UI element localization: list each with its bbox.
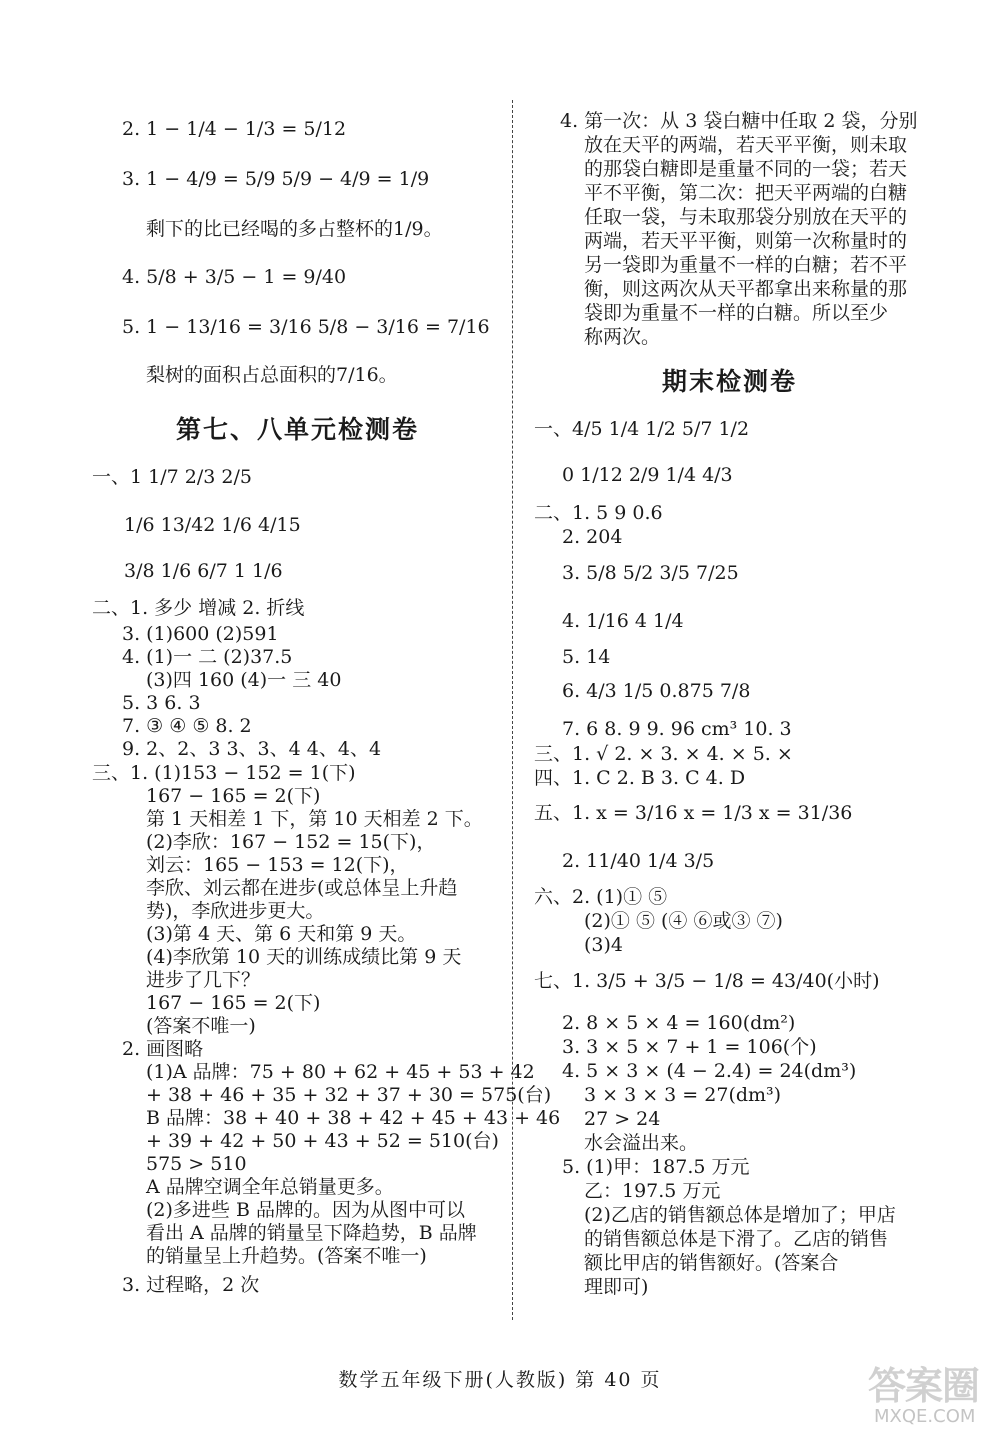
watermark-logo xyxy=(862,1355,988,1427)
answer-text: 的销量呈上升趋势。(答案不唯一) xyxy=(146,1245,427,1267)
answer-text: 七、1. 3/5 + 3/5 − 1/8 = 43/40(小时) xyxy=(534,970,880,992)
answer-text: 4. 5 × 3 × (4 − 2.4) = 24(dm³) xyxy=(562,1060,857,1082)
answer-line xyxy=(584,158,907,180)
answer-line xyxy=(584,278,907,300)
answer-line xyxy=(146,1199,465,1221)
answer-line xyxy=(124,560,283,582)
answer-text: 的销售额总体是下滑了。乙店的销售 xyxy=(584,1228,889,1250)
answer-line xyxy=(562,1012,795,1034)
answer-text: 4. 1/16 4 1/4 xyxy=(562,610,684,632)
answer-line xyxy=(584,934,623,956)
answer-text: + 39 + 42 + 50 + 43 + 52 = 510(台) xyxy=(146,1130,499,1152)
section-title-unit-7-8: 第七、八单元检测卷 xyxy=(176,415,420,444)
answer-text: 李欣、刘云都在进步(或总体呈上升趋 xyxy=(146,877,458,899)
answer-line xyxy=(146,785,320,807)
answer-line xyxy=(584,302,888,324)
answer-text: (2)① ⑤ (④ ⑥或③ ⑦) xyxy=(584,910,783,932)
answer-text: (2)李欣：167 − 152 = 15(下)， xyxy=(146,831,436,853)
answer-text: 任取一袋，与未取那袋分别放在天平的 xyxy=(584,206,908,228)
answer-text: 二、1. 多少 增减 2. 折线 xyxy=(92,597,305,619)
answer-text: 乙：197.5 万元 xyxy=(584,1180,721,1202)
answer-line xyxy=(146,1153,247,1175)
answer-line xyxy=(534,502,663,524)
answer-line xyxy=(122,738,381,760)
answer-line xyxy=(534,767,745,789)
answer-text: 衡，则这两次从天平都拿出来称量的那 xyxy=(584,278,908,300)
answer-text: 一、1 1/7 2/3 2/5 xyxy=(92,466,252,488)
answer-line xyxy=(562,1156,750,1178)
answer-text: 0 1/12 2/9 1/4 4/3 xyxy=(562,464,733,486)
answer-line xyxy=(122,646,292,668)
answer-text: + 38 + 46 + 35 + 32 + 37 + 30 = 575(台) xyxy=(146,1084,552,1106)
answer-line xyxy=(146,218,443,240)
answer-line xyxy=(534,743,793,765)
answer-line xyxy=(584,1228,888,1250)
answer-text: 看出 A 品牌的销量呈下降趋势，B 品牌 xyxy=(146,1222,477,1244)
answer-line xyxy=(584,182,907,204)
answer-line xyxy=(122,1038,203,1060)
answer-line xyxy=(122,692,201,714)
answer-line xyxy=(146,364,398,386)
answer-line xyxy=(562,610,684,632)
answer-text: 五、1. x = 3/16 x = 1/3 x = 31/36 xyxy=(534,802,853,824)
watermark-text: 答案圈 xyxy=(868,1364,980,1408)
answer-text: 2. 204 xyxy=(562,526,623,548)
answer-text: (2)乙店的销售额总体是增加了；甲店 xyxy=(584,1204,896,1226)
answer-line xyxy=(122,118,346,140)
answer-line xyxy=(534,418,749,440)
answer-text: (3)四 160 (4)一 三 40 xyxy=(146,669,342,691)
answer-line xyxy=(146,1130,499,1152)
answer-line xyxy=(146,808,483,830)
answer-text: 额比甲店的销售额好。(答案合 xyxy=(584,1252,839,1274)
answer-text: 5. (1)甲：187.5 万元 xyxy=(562,1156,750,1178)
watermark-url: MXQE.COM xyxy=(874,1406,976,1427)
answer-line xyxy=(92,466,252,488)
answer-text: 5. 14 xyxy=(562,646,611,668)
answer-text: 三、1. √ 2. × 3. × 4. × 5. × xyxy=(534,743,793,765)
answer-line xyxy=(562,850,714,872)
answer-text: A 品牌空调全年总销量更多。 xyxy=(146,1176,394,1198)
answer-line xyxy=(122,1274,259,1296)
answer-line xyxy=(584,1252,838,1274)
answer-text: 167 − 165 = 2(下) xyxy=(146,785,321,807)
answer-line xyxy=(562,526,622,548)
answer-line xyxy=(562,1060,856,1082)
answer-line xyxy=(584,206,907,228)
answer-text: 势)，李欣进步更大。 xyxy=(146,900,325,922)
answer-line xyxy=(562,1036,817,1058)
answer-text: 四、1. C 2. B 3. C 4. D xyxy=(534,767,746,789)
section-title-final-exam: 期末检测卷 xyxy=(662,367,798,396)
answer-text: 两端，若天平平衡，则第一次称量时的 xyxy=(584,230,908,252)
answer-line xyxy=(146,923,416,945)
answer-line xyxy=(146,946,461,968)
answer-text: 2. 8 × 5 × 4 = 160(dm²) xyxy=(562,1012,796,1034)
answer-text: 六、2. (1)① ⑤ xyxy=(534,886,668,908)
answer-text: 理即可) xyxy=(584,1276,649,1298)
answer-text: 3 × 3 × 3 = 27(dm³) xyxy=(584,1084,782,1106)
answer-text: 3. 3 × 5 × 7 + 1 = 106(个) xyxy=(562,1036,817,1058)
answer-line xyxy=(146,900,324,922)
answer-text: 放在天平的两端，若天平平衡，则未取 xyxy=(584,134,908,156)
answer-text: 水会溢出来。 xyxy=(584,1132,699,1154)
answer-line xyxy=(122,623,279,645)
answer-line xyxy=(562,464,733,486)
answer-line xyxy=(122,168,429,190)
answer-text: 3. 5/8 5/2 3/5 7/25 xyxy=(562,562,739,584)
answer-line xyxy=(92,762,356,784)
answer-line xyxy=(584,1132,698,1154)
answer-text: 进步了几下？ xyxy=(146,969,261,991)
answer-text: 5. 1 − 13/16 = 3/16 5/8 − 3/16 = 7/16 xyxy=(122,316,490,338)
answer-line xyxy=(122,715,252,737)
answer-text: 9. 2、2、3 3、3、4 4、4、4 xyxy=(122,738,382,760)
answer-line xyxy=(146,1176,394,1198)
answer-text: 3/8 1/6 6/7 1 1/6 xyxy=(124,560,283,582)
answer-line xyxy=(584,1108,660,1130)
answer-line xyxy=(146,877,457,899)
answer-text: (答案不唯一) xyxy=(146,1015,256,1037)
answer-text: 二、1. 5 9 0.6 xyxy=(534,502,663,524)
answer-text: 的那袋白糖即是重量不同的一袋；若天 xyxy=(584,158,908,180)
answer-text: 梨树的面积占总面积的7/16。 xyxy=(146,364,398,386)
answer-text: 27 > 24 xyxy=(584,1108,661,1130)
answer-text: 167 − 165 = 2(下) xyxy=(146,992,321,1014)
answer-text: 3. (1)600 (2)591 xyxy=(122,623,279,645)
answer-text: (4)李欣第 10 天的训练成绩比第 9 天 xyxy=(146,946,462,968)
answer-line xyxy=(146,969,260,991)
answer-line xyxy=(562,646,610,668)
answer-text: 称两次。 xyxy=(584,326,661,348)
answer-line xyxy=(562,562,739,584)
answer-line xyxy=(146,854,409,876)
answer-text: (3)4 xyxy=(584,934,624,956)
answer-text: 5. 3 6. 3 xyxy=(122,692,201,714)
answer-line xyxy=(584,1276,648,1298)
answer-text: 2. 11/40 1/4 3/5 xyxy=(562,850,715,872)
answer-line xyxy=(584,134,907,156)
answer-text: 3. 过程略，2 次 xyxy=(122,1274,260,1296)
answer-line xyxy=(584,1204,896,1226)
answer-text: 575 > 510 xyxy=(146,1153,247,1175)
answer-text: 7. 6 8. 9 9. 96 cm³ 10. 3 xyxy=(562,718,792,740)
answer-line xyxy=(92,597,304,619)
answer-line xyxy=(146,669,341,691)
answer-line xyxy=(146,1061,535,1083)
answer-text: 2. 画图略 xyxy=(122,1038,204,1060)
answer-text: 2. 1 − 1/4 − 1/3 = 5/12 xyxy=(122,118,347,140)
answer-text: 3. 1 − 4/9 = 5/9 5/9 − 4/9 = 1/9 xyxy=(122,168,430,190)
answer-line xyxy=(584,910,783,932)
answer-line xyxy=(124,514,301,536)
answer-text: 刘云：165 − 153 = 12(下)， xyxy=(146,854,409,876)
answer-line xyxy=(534,970,879,992)
answer-line xyxy=(146,1222,477,1244)
answer-text: (1)A 品牌：75 + 80 + 62 + 45 + 53 + 42 xyxy=(146,1061,535,1083)
answer-text: 1/6 13/42 1/6 4/15 xyxy=(124,514,301,536)
answer-text: 袋即为重量不一样的白糖。所以至少 xyxy=(584,302,889,324)
column-divider xyxy=(512,100,513,1320)
answer-line xyxy=(584,1180,720,1202)
answer-line xyxy=(562,680,750,702)
answer-text: B 品牌：38 + 40 + 38 + 42 + 45 + 43 + 46 xyxy=(146,1107,561,1129)
page-footer: 数学五年级下册(人教版) 第 40 页 xyxy=(338,1369,662,1391)
answer-line xyxy=(146,1015,256,1037)
answer-text: 剩下的比已经喝的多占整杯的1/9。 xyxy=(146,218,443,240)
answer-line xyxy=(560,110,918,132)
answer-line xyxy=(584,254,907,276)
answer-line xyxy=(584,326,660,348)
answer-line xyxy=(146,1084,551,1106)
answer-line xyxy=(122,316,490,338)
answer-text: 三、1. (1)153 − 152 = 1(下) xyxy=(92,762,356,784)
answer-line xyxy=(146,1245,427,1267)
answer-line xyxy=(122,266,346,288)
answer-line xyxy=(562,718,792,740)
answer-text: (2)多进些 B 品牌的。因为从图中可以 xyxy=(146,1199,465,1221)
answer-text: 4. (1)一 二 (2)37.5 xyxy=(122,646,293,668)
answer-line xyxy=(534,802,852,824)
answer-line xyxy=(146,992,320,1014)
answer-text: (3)第 4 天、第 6 天和第 9 天。 xyxy=(146,923,417,945)
answer-line xyxy=(534,886,667,908)
answer-line xyxy=(584,230,907,252)
answer-text: 另一袋即为重量不一样的白糖；若不平 xyxy=(584,254,908,276)
answer-text: 第 1 天相差 1 下，第 10 天相差 2 下。 xyxy=(146,808,483,830)
answer-text: 7. ③ ④ ⑤ 8. 2 xyxy=(122,715,252,737)
answer-line xyxy=(146,831,435,853)
answer-text: 4. 5/8 + 3/5 − 1 = 9/40 xyxy=(122,266,347,288)
answer-text: 一、4/5 1/4 1/2 5/7 1/2 xyxy=(534,418,750,440)
answer-text: 平不平衡，第二次：把天平两端的白糖 xyxy=(584,182,908,204)
answer-line xyxy=(584,1084,781,1106)
answer-text: 4. 第一次：从 3 袋白糖中任取 2 袋，分别 xyxy=(560,110,918,132)
answer-text: 6. 4/3 1/5 0.875 7/8 xyxy=(562,680,751,702)
answer-line xyxy=(146,1107,560,1129)
